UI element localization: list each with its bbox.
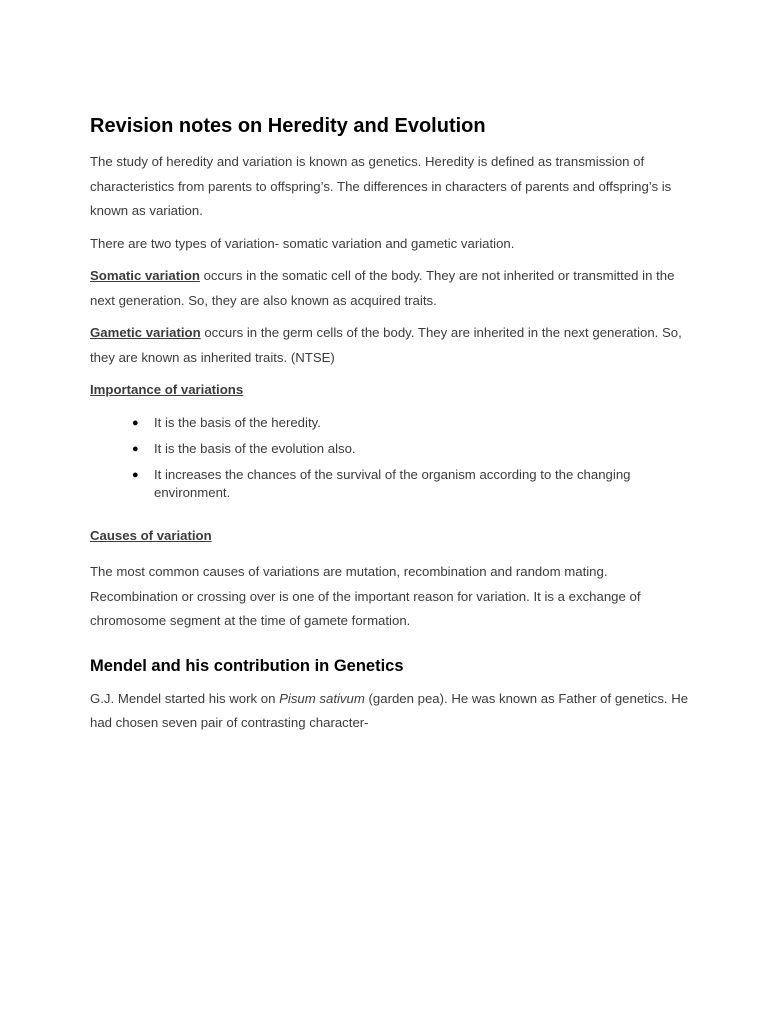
gametic-variation-text: occurs in the germ cells of the body. They are inherited in the next generation. So, they are known as inherited traits. (NTSE) <box>90 325 682 365</box>
bullet-icon: ● <box>132 443 139 455</box>
somatic-variation-term: Somatic variation <box>90 268 200 283</box>
causes-paragraph: The most common causes of variations are mutation, recombination and random mating. Recombination or crossing over is one of the important reason for variation. It is a exchange of chromosome segment at the time of gamete formation. <box>90 564 641 628</box>
importance-list <box>90 414 690 502</box>
importance-heading: Importance of variations <box>90 382 244 397</box>
gametic-variation-term: Gametic variation <box>90 325 201 340</box>
document-page <box>90 112 690 744</box>
list-item <box>132 440 690 458</box>
mendel-text-end: (garden pea). He was known as Father of genetics. He had chosen seven pair of contrasting character- <box>90 690 689 730</box>
species-name: Pisum sativum <box>279 690 365 706</box>
page-title: Revision notes on Heredity and Evolution <box>90 115 486 137</box>
list-item <box>132 466 690 502</box>
causes-heading: Causes of variation <box>90 528 212 543</box>
gametic-variation-paragraph <box>90 321 690 370</box>
mendel-paragraph <box>90 687 690 736</box>
mendel-heading: Mendel and his contribution in Genetics <box>90 656 404 675</box>
mendel-text-start: G.J. Mendel started his work on <box>90 690 280 706</box>
somatic-variation-paragraph <box>90 264 690 313</box>
somatic-variation-text: occurs in the somatic cell of the body. They are not inherited or transmitted in the next generation. So, they are also known as acquired traits. <box>90 268 675 308</box>
intro-paragraph: The study of heredity and variation is known as genetics. Heredity is defined as transmission of characteristics from parents to offspring’s. The differences in characters of parents and offspring’s is known as variation. <box>90 154 672 218</box>
variation-types-paragraph: There are two types of variation- somatic variation and gametic variation. <box>90 235 515 251</box>
bullet-icon: ● <box>132 417 139 429</box>
list-item-text: It is the basis of the evolution also. <box>154 441 356 456</box>
list-item <box>132 414 690 432</box>
list-item-text: It increases the chances of the survival of the organism according to the changing environment. <box>154 467 631 500</box>
list-item-text: It is the basis of the heredity. <box>154 415 321 430</box>
bullet-icon: ● <box>132 469 139 481</box>
